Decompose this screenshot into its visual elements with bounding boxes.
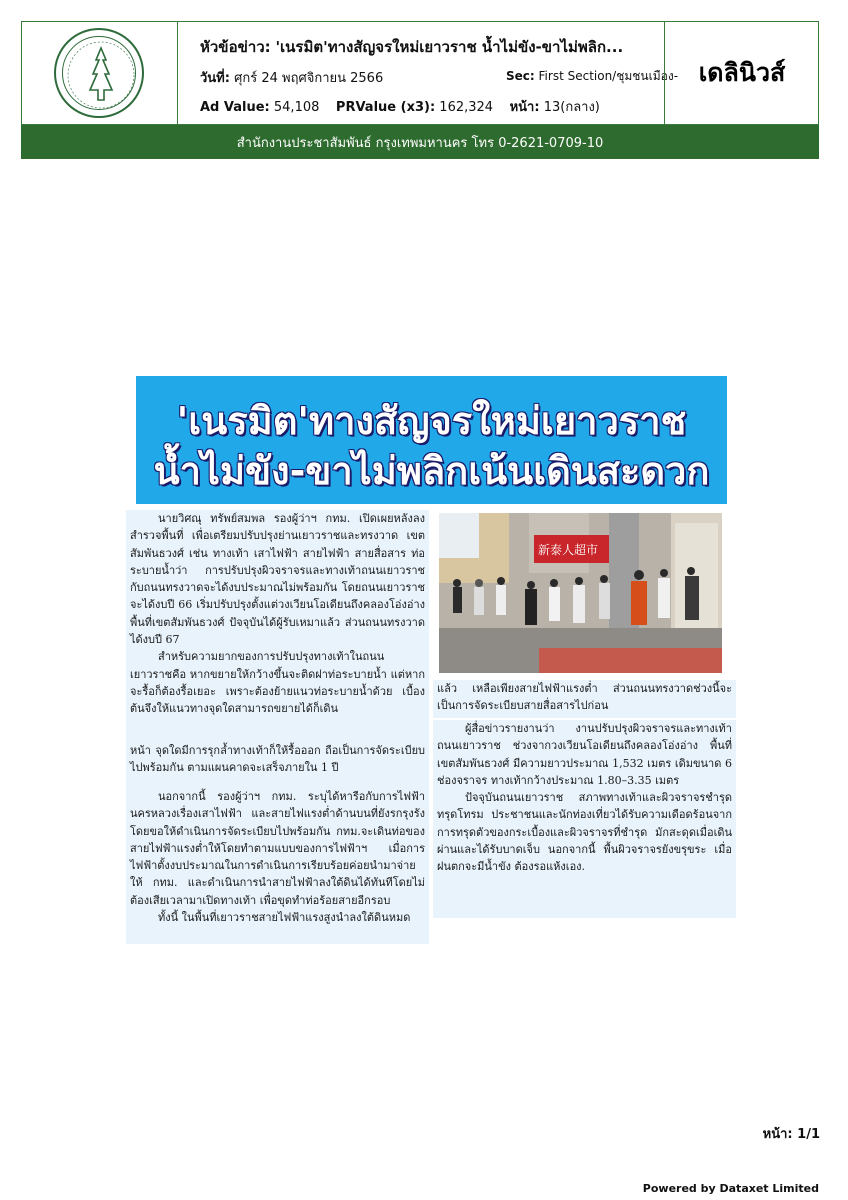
section-value: First Section/ชุมชนเมือง- [538, 69, 679, 83]
clipping-info [178, 22, 679, 124]
article-column-1 [126, 510, 429, 742]
page-label: หน้า: [509, 100, 540, 115]
headline-line-2: น้ำไม่ขัง-ขาไม่พลิกเน้นเดินสะดวก [153, 449, 710, 493]
headline-label: หัวข้อข่าว: [200, 38, 271, 56]
ad-value: 54,108 [273, 100, 320, 115]
paragraph: แล้ว เหลือเพียงสายไฟฟ้าแรงต่ำ ส่วนถนนทรงวาดช่วงนี้จะเป็นการจัดระเบียบสายสื่อสารไปก่อน [437, 682, 732, 713]
section-label: Sec: [506, 69, 535, 83]
article-column-1-continued [126, 742, 429, 788]
paragraph: หน้า จุดใดมีการรุกล้ำทางเท้าก็ให้รื้อออก ถือเป็นการจัดระเบียบไปพร้อมกัน ตามแผนคาดจะเสร็จภายใน 1 ปี [130, 744, 425, 775]
paragraph: ปัจจุบันถนนเยาวราช สภาพทางเท้าและผิวจราจรชำรุดทรุดโทรม ประชาชนและนักท่องเที่ยวได้รับความเดือดร้อนจากการทรุดตัวของกระเบื้องและผิวจราจรที่ชำรุด มักสะดุดเมื่อเดินผ่านและได้รับบาดเจ็บ นอกจากนี้ พื้นผิวจราจรยังขรุขระ เมื่อฝนตกจะมีน้ำขัง ต้องรอแห้งเอง. [437, 791, 732, 874]
date-value: ศุกร์ 24 พฤศจิกายน 2566 [234, 71, 384, 86]
bangkok-seal-icon [54, 28, 144, 118]
article-headline [136, 376, 727, 504]
pr-value-label: PRValue (x3): [335, 100, 436, 115]
pr-value: 162,324 [439, 100, 494, 115]
publisher-logo: เดลินิวส์ [698, 58, 786, 87]
paragraph: ทั้งนี้ ในพื้นที่เยาวราชสายไฟฟ้าแรงสูงนำลงใต้ดินหมด [158, 911, 411, 925]
headline-row [200, 35, 623, 59]
pr-office-banner: สำนักงานประชาสัมพันธ์ กรุงเทพมหานคร โทร 0-2621-0709-10 [21, 125, 819, 159]
ad-value-label: Ad Value: [200, 100, 270, 115]
paragraph: นอกจากนี้ รองผู้ว่าฯ กทม. ระบุได้หารือกับการไฟฟ้านครหลวงเรื่องเสาไฟฟ้า และสายไฟแรงต่ำด้านบนที่ยังรกรุงรัง โดยขอให้ดำเนินการจัดระเบียบไปพร้อมกัน กทม.จะเดินท่อของสายไฟฟ้าแรงต่ำให้โดยทำตามแบบของการไฟฟ้าฯ เมื่อการไฟฟ้าตั้งงบประมาณในการดำเนินการเรียบร้อยค่อยนำมาจ่ายให้ กทม. และดำเนินการนำสายไฟฟ้าลงใต้ดินได้ทันทีโดยไม่ต้องเสียเวลามาเปิดทางเท้า เพื่อขุดทำท่อร้อยสายอีกรอบ [130, 790, 425, 907]
paragraph: ผู้สื่อข่าวรายงานว่า งานปรับปรุงผิวจราจรและทางเท้าถนนเยาวราช ช่วงจากวงเวียนโอเดียนถึงคลองโอ่งอ่าง พื้นที่เขตสัมพันธวงศ์ มีความยาวประมาณ 1,532 เมตร เดิมขนาด 6 ช่องจราจร ทางเท้ากว้างประมาณ 1.80–3.35 เมตร [437, 722, 732, 787]
clipping-header [21, 21, 819, 125]
date-row [200, 67, 383, 88]
logo-cell [22, 22, 178, 124]
news-photo [439, 513, 722, 673]
article-column-1-lower [126, 788, 429, 944]
photo-caption-continuation [433, 680, 736, 718]
paragraph: สำหรับความยากของการปรับปรุงทางเท้าในถนนเยาวราชคือ หากขยายให้กว้างขึ้นจะติดฝาท่อระบายน้ำ แต่หากจะรื้อก็ต้องรื้อเยอะ เพราะต้องย้ายแนวท่อระบายน้ำด้วย เบื้องต้นจึงให้แนวทางจุดใดสามารถขยายได้ก็เดิน [130, 650, 425, 716]
headline-line-1: 'เนรมิต'ทางสัญจรใหม่เยาวราช [176, 399, 687, 443]
date-label: วันที่: [200, 71, 230, 86]
headline-value: 'เนรมิต'ทางสัญจรใหม่เยาวราช น้ำไม่ขัง-ขาไม่พลิก... [275, 38, 624, 56]
value-row [200, 96, 600, 117]
publisher-cell [664, 22, 819, 124]
paragraph: นายวิศณุ ทรัพย์สมพล รองผู้ว่าฯ กทม. เปิดเผยหลังลงสำรวจพื้นที่ เพื่อเตรียมปรับปรุงย่านเยาวราชและทรงวาด เขตสัมพันธวงศ์ เช่น ทางเท้า เสาไฟฟ้า สายไฟฟ้า สายสื่อสาร ท่อระบายน้ำว่า การปรับปรุงผิวจราจรและทางเท้าถนนเยาวราช กับถนนทรงวาดจะได้งบประมาณไม่พร้อมกัน โดยถนนเยาวราชจะได้งบปี 66 เริ่มปรับปรุงตั้งแต่วงเวียนโอเดียนถึงคลองโอ่งอ่าง พื้นที่เขตสัมพันธวงศ์ ปัจจุบันได้ผู้รับเหมาแล้ว ส่วนถนนทรงวาดได้งบปี 67 [130, 512, 425, 647]
shop-sign-text: 新泰人超市 [538, 543, 599, 557]
page-value: 13(กลาง) [543, 100, 600, 115]
article-column-2 [433, 720, 736, 918]
page-counter: หน้า: 1/1 [762, 1127, 820, 1142]
street-scene-image [439, 513, 722, 673]
section-field [506, 67, 679, 86]
powered-by-text: Powered by Dataxet Limited [642, 1182, 819, 1195]
